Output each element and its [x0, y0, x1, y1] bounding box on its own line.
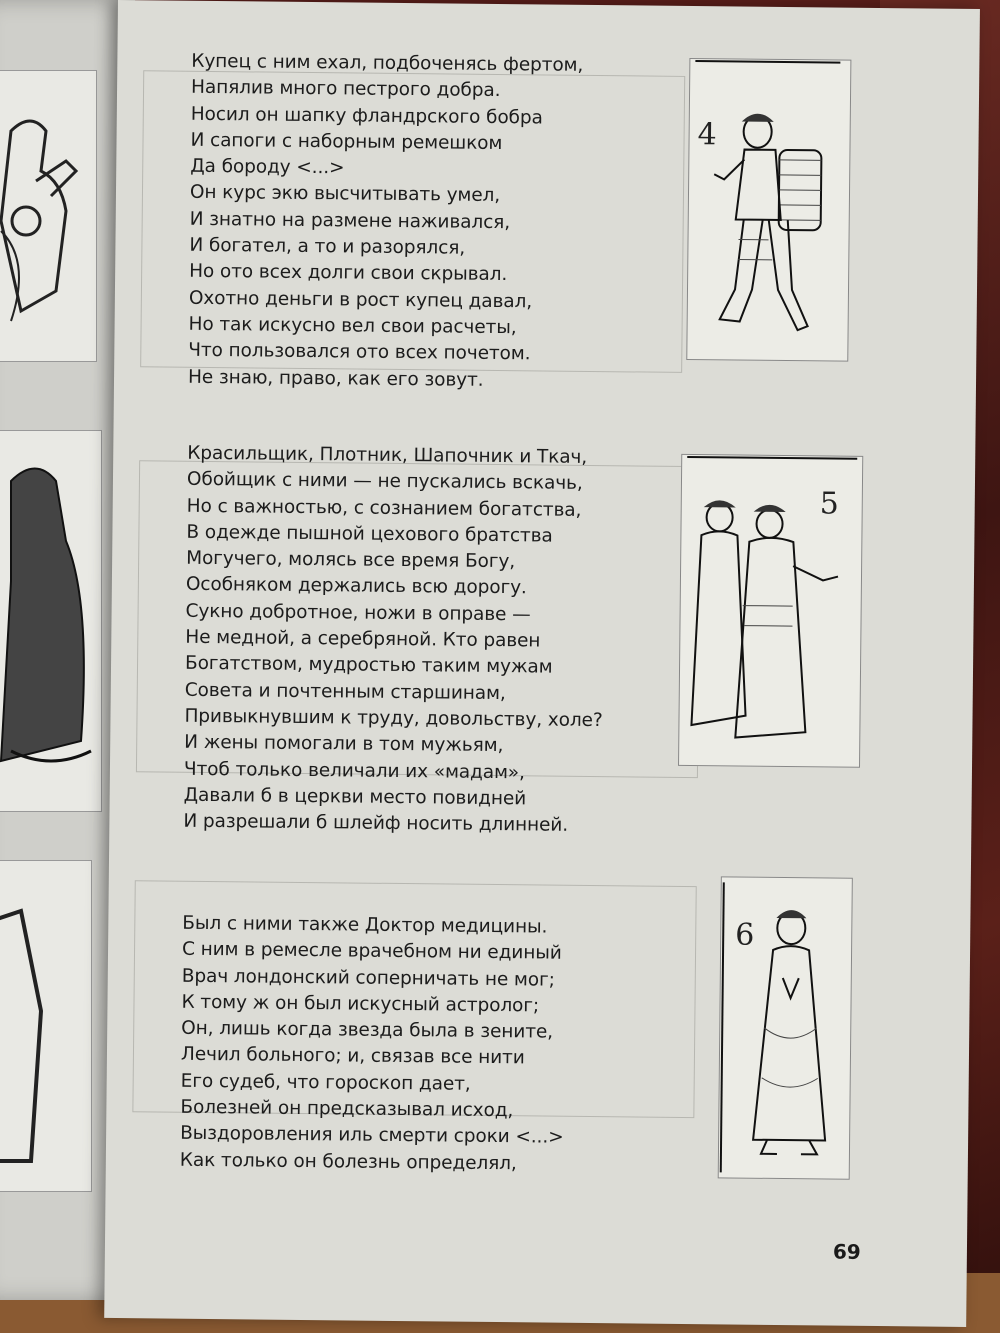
stanza-merchant	[188, 49, 662, 396]
poem-line: Носил он шапку фландрского бобра	[190, 103, 543, 129]
merchant-drawing	[687, 59, 850, 361]
poem-line: Богатством, мудростью таким мужам	[184, 653, 553, 678]
poem-line: Он курс экю высчитывать умел,	[189, 182, 501, 207]
stanza-doctor	[180, 911, 653, 1179]
poem-line: Болезней он предсказывал исход,	[180, 1096, 514, 1122]
partial-illustration-bagpiper	[0, 70, 97, 362]
poem-line: Его судеб, что гороскоп дает,	[180, 1070, 471, 1095]
poem-line: Что пользовался ото всех почетом.	[188, 340, 531, 365]
poem-line: И сапоги с наборным ремешком	[190, 129, 503, 154]
illustration-number: 6	[735, 917, 755, 953]
poem-line: Он, лишь когда звезда была в зените,	[181, 1017, 554, 1043]
poem-line: И знатно на размене наживался,	[189, 208, 511, 233]
poem-line: Не медной, а серебряной. Кто равен	[185, 626, 541, 652]
poem-line: Был с ними также Доктор медицины.	[182, 912, 548, 938]
doctor-drawing	[719, 877, 852, 1178]
poem-line: Красильщик, Плотник, Шапочник и Ткач,	[187, 442, 588, 468]
poem-line: Чтоб только величали их «мадам»,	[183, 758, 525, 783]
poem-line: Совета и почтенным старшинам,	[184, 679, 506, 704]
poem-line: И разрешали б шлейф носить длинней.	[183, 810, 569, 836]
illustration-merchant	[686, 58, 851, 362]
poem-line: Но ото всех долги свои скрывал.	[189, 261, 508, 286]
partial-illustration-figure-bottom	[0, 860, 92, 1192]
illustration-number: 5	[819, 486, 840, 522]
poem-line: Выздоровления иль смерти сроки <...>	[180, 1123, 564, 1149]
poem-line: С ним в ремесле врачебном ни единый	[181, 939, 562, 964]
illustration-guildsmen	[678, 454, 863, 768]
guildsmen-drawing	[679, 455, 862, 767]
poem-line: К тому ж он был искусный астролог;	[181, 991, 540, 1017]
poem-line: Сукно добротное, ножи в оправе —	[185, 600, 531, 626]
poem-line: Лечил больного; и, связав все нити	[180, 1044, 525, 1069]
poem-line: Не знаю, право, как его зовут.	[187, 366, 484, 391]
poem-line: И жены помогали в том мужьям,	[184, 732, 504, 757]
poem-line: Давали б в церкви место повидней	[183, 784, 527, 810]
poem-line: Да бороду <...>	[190, 155, 345, 179]
poem-line: Напялив много пестрого добра.	[190, 77, 501, 102]
poem-line: В одежде пышной цехового братства	[186, 521, 553, 547]
stanza-guildsmen	[183, 441, 657, 840]
partial-illustration-robed-figure	[0, 430, 102, 812]
poem-line: Но с важностью, с сознанием богатства,	[186, 495, 582, 521]
poem-line: И богател, а то и разорялся,	[189, 234, 466, 259]
poem-line: Обойщик с ними — не пускались вскачь,	[186, 469, 583, 495]
book-page	[104, 0, 980, 1327]
poem-line: Особняком держались всю дорогу.	[185, 574, 527, 599]
poem-line: Привыкнувшим к труду, довольству, холе?	[184, 705, 603, 732]
poem-line: Но так искусно вел свои расчеты,	[188, 313, 517, 339]
poem-line: Купец с ним ехал, подбоченясь фертом,	[191, 50, 584, 76]
illustration-number: 4	[697, 117, 717, 153]
page-number: 69	[832, 1239, 861, 1264]
poem-line: Охотно деньги в рост купец давал,	[188, 287, 533, 313]
illustration-doctor	[718, 876, 853, 1179]
poem-line: Врач лондонский соперничать не мог;	[181, 965, 555, 991]
poem-line: Как только он болезнь определял,	[179, 1149, 517, 1174]
poem-line: Могучего, молясь все время Богу,	[186, 547, 516, 573]
